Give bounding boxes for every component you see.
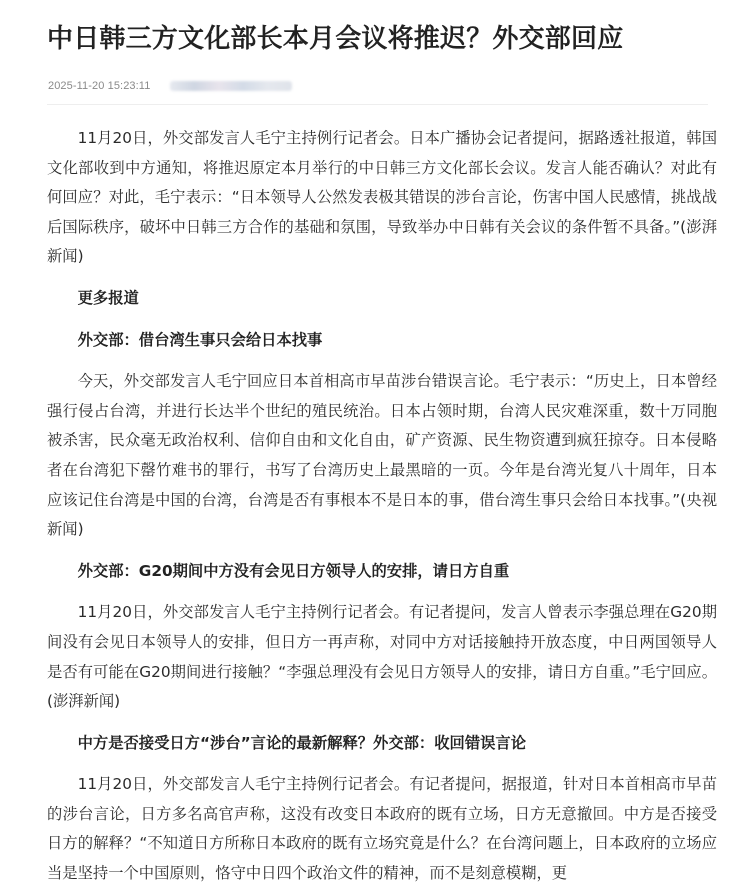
paragraph-3: 11月20日，外交部发言人毛宁主持例行记者会。有记者提问，发言人曾表示李强总理在G20期间没有会见日本领导人的安排，但日方一再声称，对同中方对话接触持开放态度，中日两国领导人是否有可能在G20期间进行接触？“李强总理没有会见日方领导人的安排，请日方自重。”毛宁回应。(澎湃新闻) <box>47 603 717 711</box>
publish-time: 2025-11-20 15:23:11 <box>48 80 151 92</box>
heading-section-1: 外交部：借台湾生事只会给日本找事 <box>77 330 323 349</box>
blurred-source-label <box>170 81 292 91</box>
heading-section-2: 外交部：G20期间中方没有会见日方领导人的安排，请日方自重 <box>77 561 510 580</box>
article-body <box>47 124 717 889</box>
article-meta <box>48 77 292 95</box>
paragraph-2: 今天，外交部发言人毛宁回应日本首相高市早苗涉台错误言论。毛宁表示：“历史上，日本曾经强行侵占台湾，并进行长达半个世纪的殖民统治。日本占领时期，台湾人民灾难深重，数十万同胞被杀害，民众毫无政治权利、信仰自由和文化自由，矿产资源、民生物资遭到疯狂掠夺。日本侵略者在台湾犯下罄竹难书的罪行，书写了台湾历史上最黑暗的一页。今年是台湾光复八十周年，日本应该记住台湾是中国的台湾，台湾是否有事根本不是日本的事，借台湾生事只会给日本找事。”(央视新闻) <box>47 372 717 539</box>
article-title: 中日韩三方文化部长本月会议将推迟？外交部回应 <box>47 24 624 54</box>
heading-section-3: 中方是否接受日方“涉台”言论的最新解释？外交部：收回错误言论 <box>77 733 527 752</box>
heading-more-reports: 更多报道 <box>77 288 139 307</box>
title-divider <box>47 104 708 105</box>
paragraph-4: 11月20日，外交部发言人毛宁主持例行记者会。有记者提问，据报道，针对日本首相高市早苗的涉台言论，日方多名高官声称，这没有改变日本政府的既有立场，日方无意撤回。中方是否接受日方的解释？“不知道日方所称日本政府的既有立场究竟是什么？在台湾问题上，日本政府的立场应当是坚持一个中国原则，恪守中日四个政治文件的精神，而不是刻意模糊，更 <box>47 775 717 883</box>
paragraph-1: 11月20日，外交部发言人毛宁主持例行记者会。日本广播协会记者提问，据路透社报道，韩国文化部收到中方通知，将推迟原定本月举行的中日韩三方文化部长会议。发言人能否确认？对此有何回应？对此，毛宁表示：“日本领导人公然发表极其错误的涉台言论，伤害中国人民感情，挑战战后国际秩序，破坏中日韩三方合作的基础和氛围，导致举办中日韩有关会议的条件暂不具备。”(澎湃新闻) <box>47 129 717 266</box>
